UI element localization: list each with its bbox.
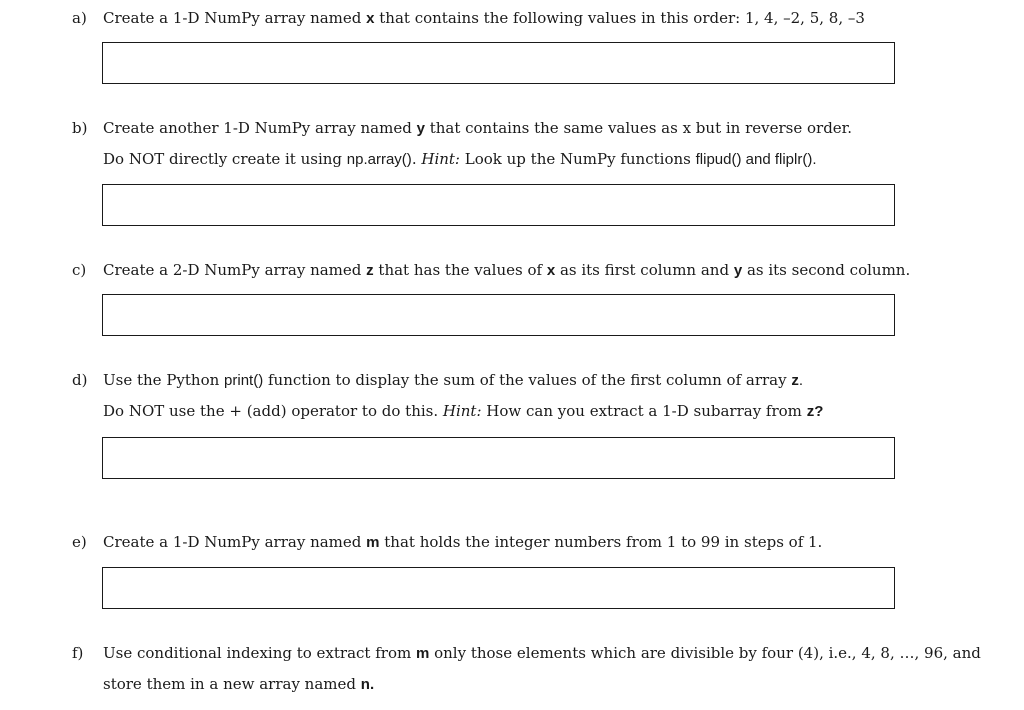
question-d-label: d) <box>72 371 88 389</box>
hint-label: Hint: <box>421 150 460 168</box>
code-np-array: np.array() <box>346 151 412 168</box>
question-a-label: a) <box>72 9 87 27</box>
var-y: y <box>733 262 743 279</box>
hint-label: Hint: <box>442 402 482 420</box>
var-m: m <box>366 534 380 551</box>
var-x: x <box>546 262 556 279</box>
var-n: n <box>360 676 370 693</box>
code-print: print() <box>224 372 264 389</box>
answer-box-e[interactable] <box>102 567 895 609</box>
answer-box-d[interactable] <box>102 437 895 479</box>
question-d-text-line1: Use the Python print() function to display the sum of the values of the first column of array z. <box>103 371 804 389</box>
answer-box-c[interactable] <box>102 294 895 336</box>
question-a-text: Create a 1-D NumPy array named x that contains the following values in this order: 1, 4, –2, 5, 8, –3 <box>103 9 865 27</box>
code-fliplr: fliplr() <box>774 151 813 168</box>
question-e-label: e) <box>72 533 87 551</box>
answer-box-a[interactable] <box>102 42 895 84</box>
var-z: z <box>806 403 815 420</box>
question-d-text-line2: Do NOT use the + (add) operator to do this. Hint: How can you extract a 1-D subarray from z? <box>103 402 824 420</box>
code-flipud: flipud() <box>695 151 742 168</box>
var-x: x <box>366 10 375 27</box>
question-c-text: Create a 2-D NumPy array named z that has the values of x as its first column and y as its second column. <box>103 261 911 279</box>
question-f-text-line2: store them in a new array named n. <box>103 675 375 693</box>
var-z: z <box>366 262 374 279</box>
question-e-text: Create a 1-D NumPy array named m that holds the integer numbers from 1 to 99 in steps of 1. <box>103 533 823 551</box>
question-c-label: c) <box>72 261 87 279</box>
question-b-text-line1: Create another 1-D NumPy array named y that contains the same values as x but in reverse order. <box>103 119 852 137</box>
answer-box-b[interactable] <box>102 184 895 226</box>
var-z: z <box>791 372 799 389</box>
var-m: m <box>415 645 430 662</box>
question-f-label: f) <box>72 644 84 662</box>
question-b-label: b) <box>72 119 88 137</box>
question-f-text-line1: Use conditional indexing to extract from m only those elements which are divisible by four (4), i.e., 4, 8, …, 96, and <box>103 644 981 662</box>
var-y: y <box>416 120 425 137</box>
question-b-text-line2: Do NOT directly create it using np.array(). Hint: Look up the NumPy functions flipud() and fliplr(). <box>103 150 817 168</box>
